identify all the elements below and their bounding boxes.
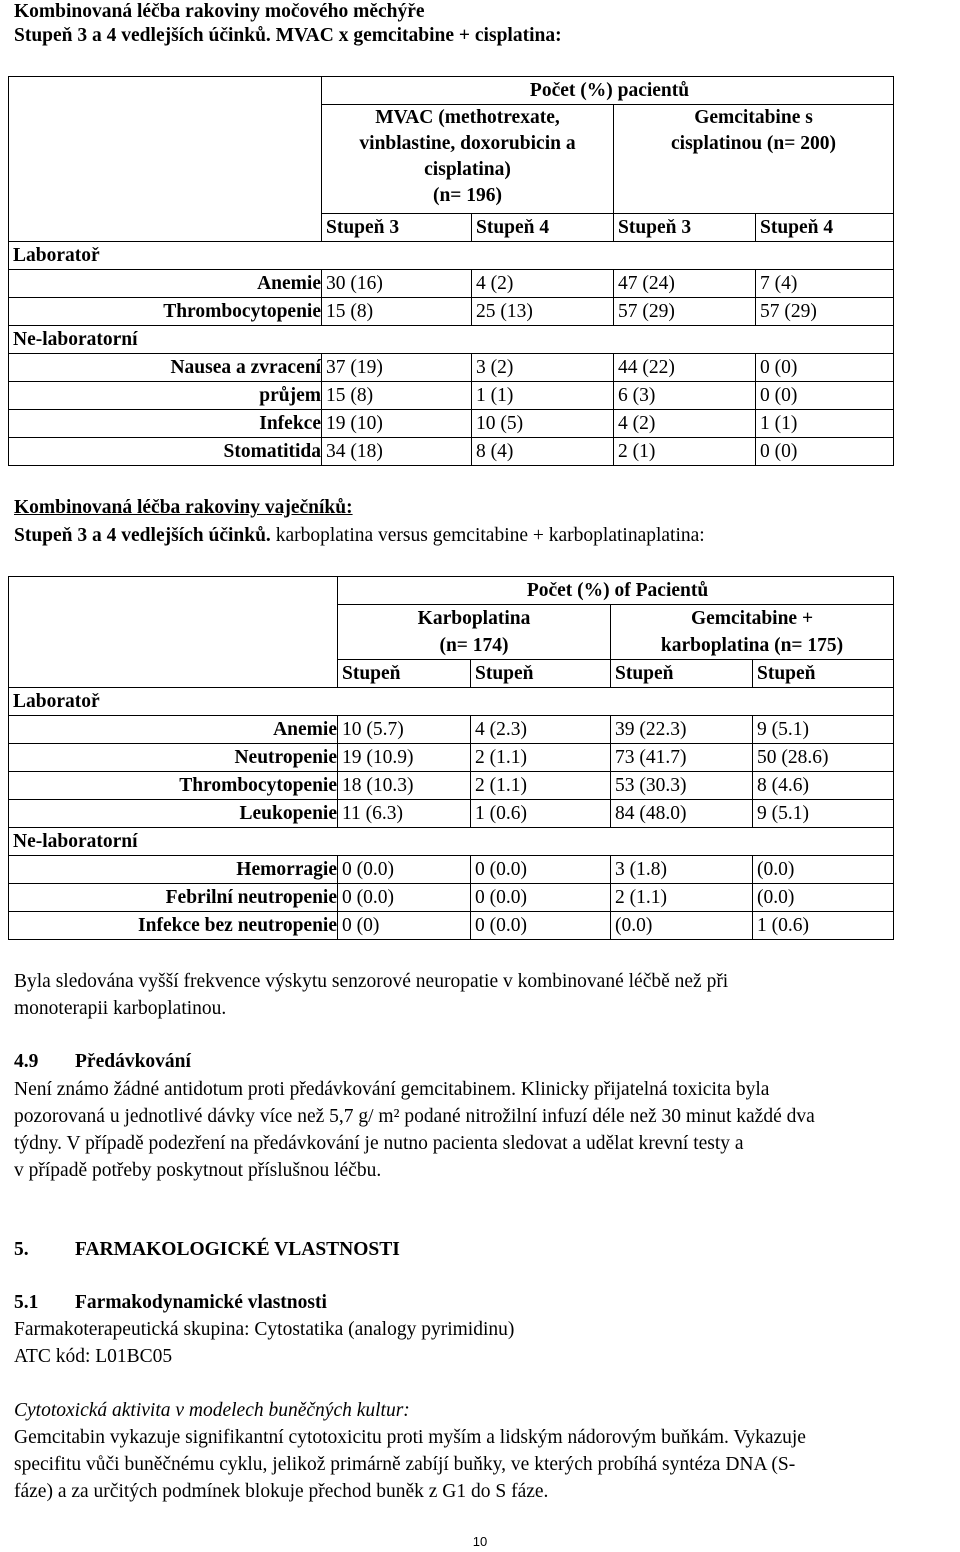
row-label: průjem [9,382,322,410]
cell: 0 (0) [756,382,894,410]
cell: 1 (1) [756,410,894,438]
row-label: Anemie [9,716,338,744]
cell: 11 (6.3) [338,800,471,828]
row-label: Infekce [9,410,322,438]
cell: 0 (0) [338,912,471,940]
cell: 50 (28.6) [753,744,894,772]
section-5-number: 5. [14,1239,29,1260]
adverse-events-table-bladder [8,76,894,466]
table-row [9,242,894,270]
cell: 19 (10.9) [338,744,471,772]
table-row [9,884,894,912]
table2-grade: Stupeň [471,660,611,688]
section2-title: Kombinovaná léčba rakoviny vaječníků: [14,497,353,518]
cell: 0 (0.0) [338,884,471,912]
cell: 0 (0.0) [471,884,611,912]
atc-code: ATC kód: L01BC05 [14,1346,173,1367]
table-row [9,438,894,466]
note-line: Byla sledována vyšší frekvence výskytu senzorové neuropatie v kombinované léčbě než při [14,971,729,992]
table1-grade: Stupeň 4 [756,214,894,242]
table-row [9,716,894,744]
cytotox-line: specifitu vůči buněčnému cyklu, jelikož primárně zabíjí buňky, ve kterých probíhá syntéza DNA (S- [14,1454,796,1475]
pharmaco-group: Farmakoterapeutická skupina: Cytostatika (analogy pyrimidinu) [14,1319,515,1340]
row-label: Hemorragie [9,856,338,884]
note-line: monoterapii karboplatinou. [14,998,227,1019]
adverse-events-table-ovarian [8,576,894,940]
cell: 84 (48.0) [611,800,753,828]
cell: 37 (19) [322,354,472,382]
table2-category-nonlab: Ne-laboratorní [9,828,894,856]
cell: 15 (8) [322,298,472,326]
section-4-9-line: Není známo žádné antidotum proti předávkování gemcitabinem. Klinicky přijatelná toxicita byla [14,1079,770,1100]
cell: 57 (29) [614,298,756,326]
cell: 4 (2) [614,410,756,438]
cell: 39 (22.3) [611,716,753,744]
table1-group1-header: MVAC (methotrexate, vinblastine, doxorubicin a cisplatina) (n= 196) [322,105,614,214]
section-5-heading: FARMAKOLOGICKÉ VLASTNOSTI [75,1239,400,1260]
table2-count-header: Počet (%) of Pacientů [338,577,894,605]
table2-category-lab: Laboratoř [9,688,894,716]
cell: 2 (1.1) [611,884,753,912]
table-row [9,688,894,716]
row-label: Thrombocytopenie [9,772,338,800]
cell: 3 (2) [472,354,614,382]
cell: 0 (0) [756,438,894,466]
section-4-9-line: pozorovaná u jednotlivé dávky více než 5,7 g/ m² podané nitrožilní infuzí déle než 30 minut každé dva [14,1106,815,1127]
cell: (0.0) [753,884,894,912]
table-row [9,382,894,410]
section1-title: Kombinovaná léčba rakoviny močového měchýře [14,1,425,22]
cytotox-line: Gemcitabin vykazuje signifikantní cytotoxicitu proti myším a lidským nádorovým buňkám. Vykazuje [14,1427,806,1448]
table1-category-lab: Laboratoř [9,242,894,270]
cell: 47 (24) [614,270,756,298]
cell: 57 (29) [756,298,894,326]
cell: 2 (1) [614,438,756,466]
cell: 34 (18) [322,438,472,466]
cell: 9 (5.1) [753,716,894,744]
cell: 15 (8) [322,382,472,410]
cytotox-heading: Cytotoxická aktivita v modelech buněčných kultur: [14,1400,410,1421]
row-label: Leukopenie [9,800,338,828]
cell: 9 (5.1) [753,800,894,828]
section2-subtitle: Stupeň 3 a 4 vedlejších účinků. karboplatina versus gemcitabine + karboplatinaplatina: [14,525,705,546]
table-row [9,856,894,884]
table2-grade: Stupeň [338,660,471,688]
cell: 19 (10) [322,410,472,438]
row-label: Nausea a zvracení [9,354,322,382]
cell: 0 (0) [756,354,894,382]
section1-subtitle: Stupeň 3 a 4 vedlejších účinků. MVAC x gemcitabine + cisplatina: [14,25,562,46]
cell: 1 (1) [472,382,614,410]
cell: 25 (13) [472,298,614,326]
table1-corner [9,77,322,242]
table-row [9,744,894,772]
section-4-9-line: v případě potřeby poskytnout příslušnou léčbu. [14,1160,382,1181]
cell: 2 (1.1) [471,772,611,800]
table-row [9,828,894,856]
cell: 10 (5.7) [338,716,471,744]
cell: 8 (4.6) [753,772,894,800]
table2-group2-header: Gemcitabine + karboplatina (n= 175) [611,605,894,660]
row-label: Thrombocytopenie [9,298,322,326]
cell: 44 (22) [614,354,756,382]
cell: 1 (0.6) [471,800,611,828]
table-row [9,912,894,940]
cell: 18 (10.3) [338,772,471,800]
cell: 8 (4) [472,438,614,466]
cell: 4 (2) [472,270,614,298]
cell: (0.0) [753,856,894,884]
table1-group2-header: Gemcitabine s cisplatinou (n= 200) [614,105,894,214]
cell: 10 (5) [472,410,614,438]
table-row [9,800,894,828]
cell: 30 (16) [322,270,472,298]
section-5-1-number: 5.1 [14,1292,39,1313]
cell: 1 (0.6) [753,912,894,940]
cell: 7 (4) [756,270,894,298]
table2-corner [9,577,338,688]
table1-grade: Stupeň 3 [322,214,472,242]
row-label: Neutropenie [9,744,338,772]
row-label: Stomatitida [9,438,322,466]
cell: 0 (0.0) [471,912,611,940]
cell: 3 (1.8) [611,856,753,884]
section-4-9-heading: Předávkování [75,1051,191,1072]
cytotox-line: fáze) a za určitých podmínek blokuje přechod buněk z G1 do S fáze. [14,1481,549,1502]
row-label: Febrilní neutropenie [9,884,338,912]
cell: 53 (30.3) [611,772,753,800]
table1-grade: Stupeň 4 [472,214,614,242]
table-row [9,354,894,382]
cell: 73 (41.7) [611,744,753,772]
page-number: 10 [472,1534,488,1549]
cell: (0.0) [611,912,753,940]
table2-group1-header: Karboplatina (n= 174) [338,605,611,660]
table2-grade: Stupeň [611,660,753,688]
row-label: Anemie [9,270,322,298]
table1-grade: Stupeň 3 [614,214,756,242]
table-row [9,326,894,354]
row-label: Infekce bez neutropenie [9,912,338,940]
section-5-1-heading: Farmakodynamické vlastnosti [75,1292,327,1313]
table-row [9,270,894,298]
table-row [9,772,894,800]
cell: 0 (0.0) [338,856,471,884]
cell: 4 (2.3) [471,716,611,744]
cell: 2 (1.1) [471,744,611,772]
table-row [9,410,894,438]
table1-count-header: Počet (%) pacientů [322,77,894,105]
section-4-9-line: týdny. V případě podezření na předávkování je nutno pacienta sledovat a udělat krevní testy a [14,1133,744,1154]
cell: 0 (0.0) [471,856,611,884]
table1-category-nonlab: Ne-laboratorní [9,326,894,354]
table2-grade: Stupeň [753,660,894,688]
table-row [9,298,894,326]
section-4-9-number: 4.9 [14,1051,39,1072]
cell: 6 (3) [614,382,756,410]
